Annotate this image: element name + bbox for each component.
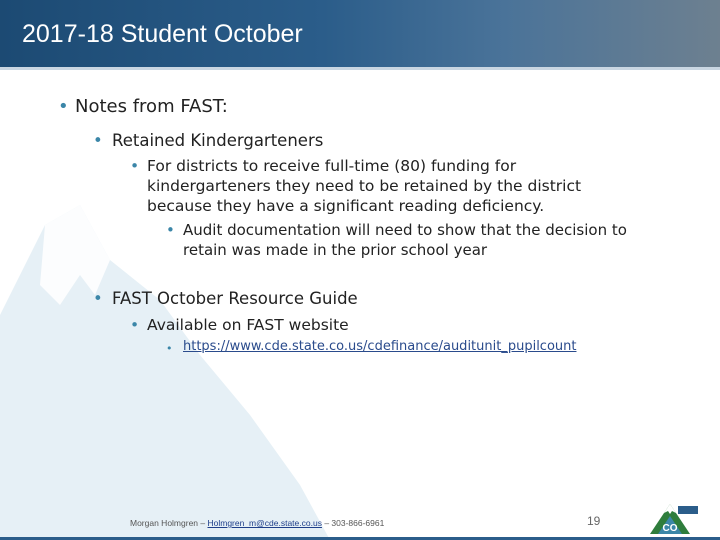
bullet-funding-line-3: because they have a significant reading deficiency.	[147, 197, 545, 215]
slide-title: 2017-18 Student October	[22, 20, 303, 48]
header-rule	[0, 67, 720, 70]
page-number: 19	[587, 514, 601, 528]
bullet-icon: •	[93, 131, 103, 150]
logo-text: CO	[662, 523, 678, 534]
colorado-logo-icon	[648, 500, 700, 536]
bullet-icon: •	[166, 221, 175, 239]
bullet-notes-from-fast: Notes from FAST:	[75, 96, 228, 117]
slide-header	[0, 0, 720, 67]
footer-phone: – 303-866-6961	[321, 518, 385, 528]
footer-name: Morgan Holmgren –	[130, 518, 208, 528]
bullet-icon: •	[166, 342, 173, 355]
bullet-resource-guide: FAST October Resource Guide	[112, 289, 358, 308]
bullet-icon: •	[130, 157, 140, 175]
bullet-icon: •	[58, 96, 69, 117]
bullet-icon: •	[93, 289, 103, 308]
bullet-funding-line-2: kindergarteners they need to be retained by the district	[147, 177, 582, 195]
fast-website-link[interactable]: https://www.cde.state.co.us/cdefinance/auditunit_pupilcount	[183, 339, 577, 354]
bullet-audit-line-2: retain was made in the prior school year	[183, 241, 488, 259]
footer-contact	[130, 518, 384, 528]
bullet-funding-line-1: For districts to receive full-time (80) funding for	[147, 157, 517, 175]
footer-email-link[interactable]: Holmgren_m@cde.state.co.us	[207, 518, 322, 528]
bullet-icon: •	[130, 316, 140, 334]
bullet-audit-line-1: Audit documentation will need to show that the decision to	[183, 221, 627, 239]
bullet-available-on-fast: Available on FAST website	[147, 316, 349, 334]
bullet-retained-kindergarteners: Retained Kindergarteners	[112, 131, 324, 150]
